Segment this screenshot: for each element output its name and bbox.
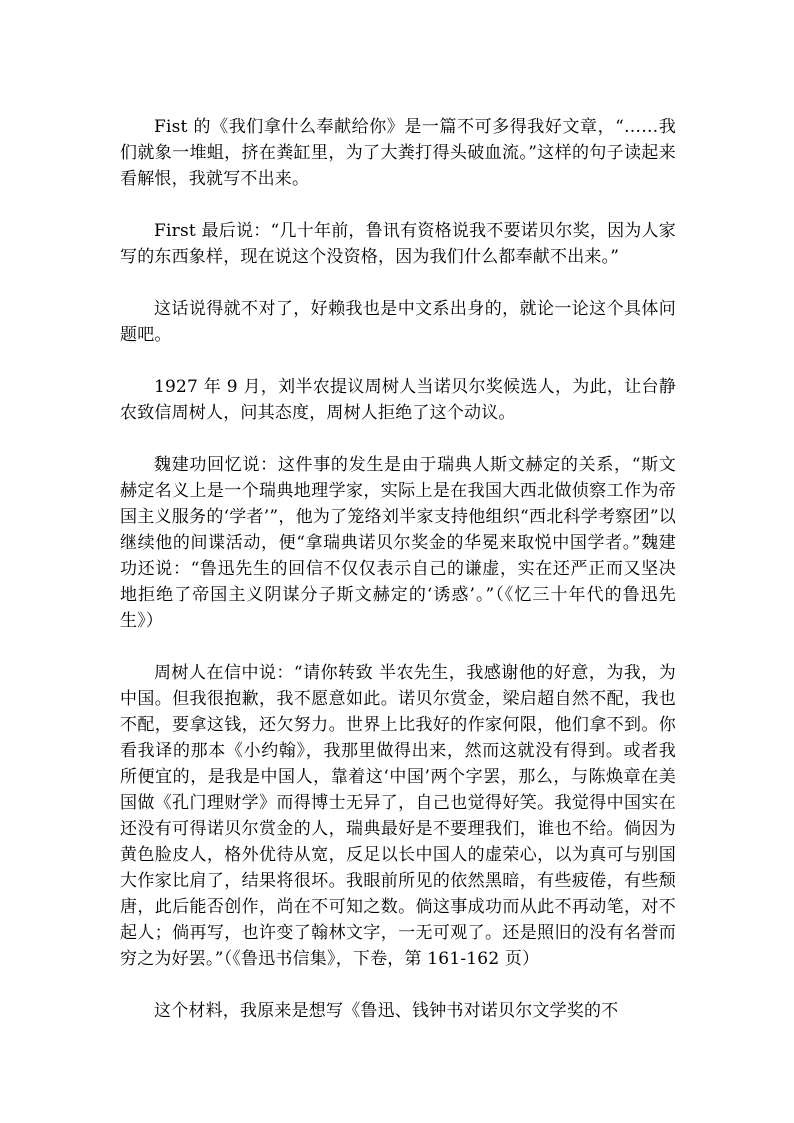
document-page: [120, 114, 676, 1024]
paragraph-1927-proposal: 1927 年 9 月，刘半农提议周树人当诺贝尔奖候选人，为此，让台静农致信周树人，问其态度，周树人拒绝了这个动议。: [120, 377, 676, 423]
paragraph-rebuttal-intro: 这话说得就不对了，好赖我也是中文系出身的，就论一论这个具体问题吧。: [120, 299, 676, 345]
paragraph-material-note: 这个材料，我原来是想写《鲁迅、钱钟书对诺贝尔文学奖的不: [154, 1001, 619, 1021]
paragraph-zhou-shuren-letter: 周树人在信中说：“请你转致 半农先生，我感谢他的好意，为我，为中国。但我很抱歉，我不愿意如此。诺贝尔赏金，梁启超自然不配，我也不配，要拿这钱，还欠努力。世界上比我好的作家何限，他们拿不到。你看我译的那本《小约翰》，我那里做得出来，然而这就没有得到。或者我所便宜的，是我是中国人，靠着这‘中国’两个字罢，那么，与陈焕章在美国做《孔门理财学》而得博士无异了，自己也觉得好笑。我觉得中国实在还没有可得诺贝尔赏金的人，瑞典最好是不要理我们，谁也不给。倘因为黄色脸皮人，格外优待从宽，反足以长中国人的虚荣心，以为真可与别国大作家比肩了，结果将很坏。我眼前所见的依然黑暗，有些疲倦，有些颓唐，此后能否创作，尚在不可知之数。倘这事成功而从此不再动笔，对不起人；倘再写，也许变了翰林文字，一无可观了。还是照旧的没有名誉而穷之为好罢。”（《鲁迅书信集》，下卷，第 161-162 页）: [120, 663, 676, 969]
paragraph-wei-jiangong-recollection: 魏建功回忆说：这件事的发生是由于瑞典人斯文赫定的关系，“斯文赫定名义上是一个瑞典地理学家，实际上是在我国大西北做侦察工作为帝国主义服务的‘学者’”，他为了笼络刘半家支持他组织“西北科学考察团”以继续他的间谍活动，便“拿瑞典诺贝尔奖金的华冕来取悦中国学者。”魏建功还说：“鲁迅先生的回信不仅仅表示自己的谦虚，实在还严正而又坚决地拒绝了帝国主义阴谋分子斯文赫定的‘诱惑’。”（《忆三十年代的鲁迅先生》）: [120, 455, 676, 631]
paragraph-fist-article: Fist 的《我们拿什么奉献给你》是一篇不可多得我好文章，“……我们就象一堆蛆，挤在粪缸里，为了大粪打得头破血流。”这样的句子读起来看解恨，我就写不出来。: [120, 117, 676, 189]
paragraph-first-quote: First 最后说：“几十年前，鲁讯有资格说我不要诺贝尔奖，因为人家写的东西象样，现在说这个没资格，因为我们什么都奉献不出来。”: [120, 221, 676, 267]
